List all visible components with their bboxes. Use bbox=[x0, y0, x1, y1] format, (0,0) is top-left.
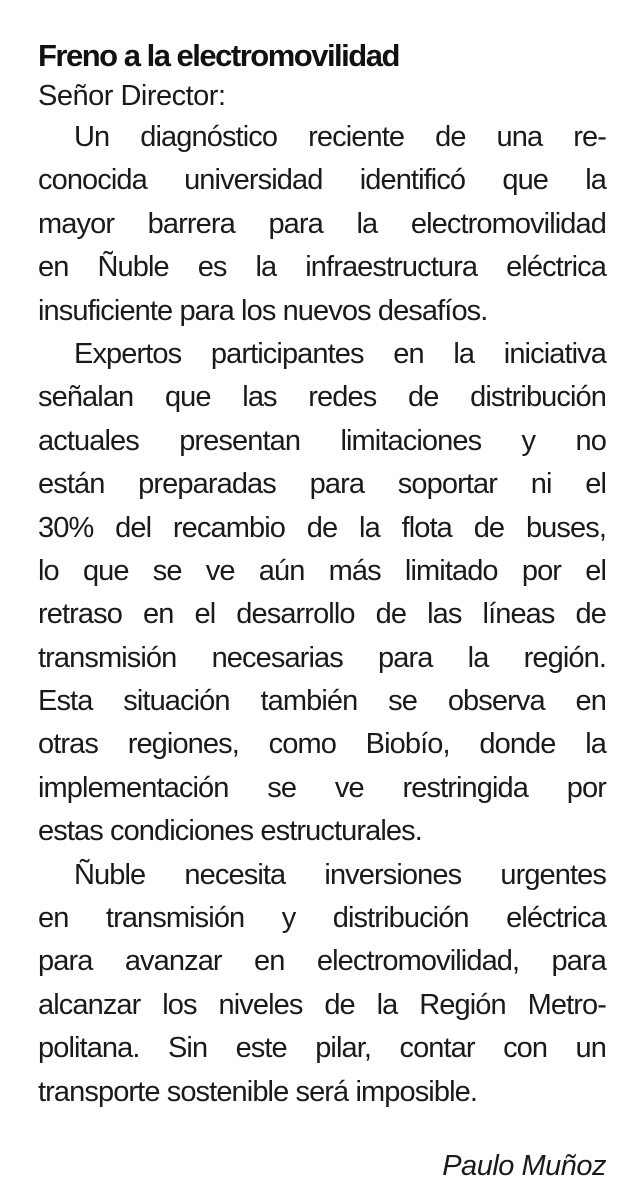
body-line: en transmisión y distribución eléctrica bbox=[38, 902, 606, 935]
salutation: Señor Director: bbox=[38, 80, 226, 112]
body-line: para avanzar en electromovilidad, para bbox=[38, 945, 606, 978]
signature: Paulo Muñoz bbox=[442, 1150, 606, 1182]
body-line: actuales presentan limitaciones y no bbox=[38, 424, 606, 457]
body-line: transmisión necesarias para la región. bbox=[38, 641, 606, 674]
body-line: están preparadas para soportar ni el bbox=[38, 468, 606, 501]
body-line: politana. Sin este pilar, contar con un bbox=[38, 1032, 606, 1065]
body-line: conocida universidad identificó que la bbox=[38, 164, 606, 197]
letter-title: Freno a la electromovilidad bbox=[38, 38, 399, 73]
body-line: mayor barrera para la electromovilidad bbox=[38, 207, 606, 240]
body-line: transporte sostenible será imposible. bbox=[38, 1075, 477, 1108]
body-line: lo que se ve aún más limitado por el bbox=[38, 554, 606, 587]
body-line: Un diagnóstico reciente de una re- bbox=[74, 121, 606, 153]
body-line: Ñuble necesita inversiones urgentes bbox=[74, 858, 606, 891]
body-line: señalan que las redes de distribución bbox=[38, 381, 606, 414]
body-line: alcanzar los niveles de la Región Metro- bbox=[38, 988, 606, 1021]
body-line: Expertos participantes en la iniciativa bbox=[74, 337, 606, 370]
body-line: en Ñuble es la infraestructura eléctrica bbox=[38, 251, 606, 284]
body-line: insuficiente para los nuevos desafíos. bbox=[38, 294, 488, 327]
body-line: implementación se ve restringida por bbox=[38, 771, 606, 804]
body-line: Esta situación también se observa en bbox=[38, 685, 606, 718]
letter bbox=[38, 36, 606, 1114]
body-line: otras regiones, como Biobío, donde la bbox=[38, 728, 606, 761]
body-line: estas condiciones estructurales. bbox=[38, 815, 422, 848]
body-line: retraso en el desarrollo de las líneas de bbox=[38, 598, 606, 631]
body-line: 30% del recambio de la flota de buses, bbox=[38, 511, 606, 544]
